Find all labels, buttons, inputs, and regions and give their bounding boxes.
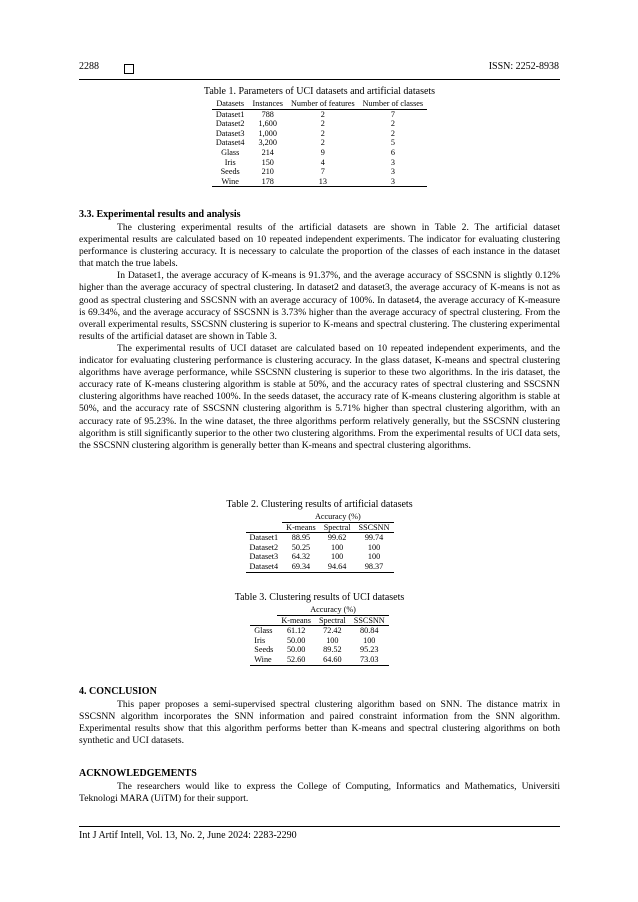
table2-caption: Table 2. Clustering results of artificial datasets: [226, 499, 413, 510]
table-cell: 100: [326, 635, 339, 645]
column-header: Spectral: [315, 615, 350, 626]
paragraph: The researchers would like to express the College of Computing, Informatics and Mathematics, Universiti Teknologi MARA (UiTM) for their support.: [79, 781, 560, 805]
table-row: [212, 177, 427, 187]
table-cell: 150: [261, 157, 274, 167]
table-cell: 100: [367, 542, 381, 552]
table-cell: 3: [390, 157, 395, 167]
table-cell: 100: [330, 542, 344, 552]
acknowledgements-body: [79, 781, 560, 805]
table-cell: Dataset4: [246, 562, 283, 572]
section-heading: 3.3. Experimental results and analysis: [79, 209, 241, 220]
table-row: [212, 167, 427, 177]
column-header: Number of classes: [359, 99, 427, 109]
group-header-row: [246, 512, 394, 522]
table-cell: Dataset1: [249, 533, 279, 543]
table-row: [212, 119, 427, 129]
table-row: [246, 562, 394, 572]
table1-wrapper: [79, 99, 560, 187]
table-row: [250, 626, 388, 636]
empty-header: [250, 605, 277, 615]
table-cell: Iris: [254, 635, 266, 645]
group-header: Accuracy (%): [282, 512, 393, 522]
column-header: Number of features: [287, 99, 359, 109]
table-cell: 61.12: [286, 626, 306, 636]
table-cell: 1,600: [258, 119, 277, 129]
footer-rule: [79, 826, 560, 827]
table-cell: 80.84: [360, 626, 379, 636]
conclusion-body: [79, 699, 560, 747]
table-cell: 50.00: [286, 645, 306, 655]
table-cell: 2: [320, 109, 325, 119]
issn: ISSN: 2252-8938: [488, 61, 559, 72]
table2-wrapper: [79, 512, 560, 573]
empty-header: [250, 615, 277, 626]
box-icon: [124, 60, 134, 78]
table-cell: 89.52: [323, 645, 342, 655]
table-cell: Dataset4: [215, 138, 245, 148]
column-header: SSCSNN: [350, 615, 389, 626]
section-body: [79, 222, 560, 452]
table-cell: 6: [390, 147, 395, 157]
column-header: Instances: [249, 99, 287, 109]
table-row: [212, 138, 427, 148]
column-header: Spectral: [320, 522, 355, 533]
table-cell: 1,000: [258, 128, 277, 138]
table-cell: 214: [261, 147, 274, 157]
header-rule: [79, 79, 560, 80]
table-cell: 788: [261, 109, 274, 119]
table-cell: Glass: [221, 147, 240, 157]
table-row: [250, 655, 388, 665]
table-cell: 99.62: [327, 533, 347, 543]
table-cell: 94.64: [320, 562, 355, 572]
page-number: 2288: [79, 61, 99, 72]
table-cell: 100: [367, 552, 381, 562]
table-cell: Wine: [250, 655, 277, 665]
acknowledgements-heading: ACKNOWLEDGEMENTS: [79, 768, 197, 779]
table-cell: Dataset3: [249, 552, 279, 562]
table-cell: 98.37: [355, 562, 394, 572]
table-cell: 3,200: [258, 138, 277, 148]
table-row: [212, 129, 427, 139]
table-cell: Dataset2: [249, 542, 279, 552]
table-cell: 73.03: [350, 655, 389, 665]
table-row: [212, 158, 427, 168]
table-cell: 72.42: [323, 626, 342, 636]
table3: [250, 605, 388, 666]
table-cell: 3: [359, 177, 427, 187]
table3-caption: Table 3. Clustering results of UCI datasets: [234, 592, 405, 603]
table-cell: 210: [261, 167, 274, 177]
table-cell: 100: [330, 552, 344, 562]
table-cell: 7: [390, 109, 395, 119]
table-cell: 50.25: [291, 542, 311, 552]
table1: [212, 99, 427, 187]
table-cell: 50.00: [286, 635, 306, 645]
table-cell: 95.23: [360, 645, 379, 655]
table2: [246, 512, 394, 573]
table-cell: Seeds: [254, 645, 274, 655]
group-header: Accuracy (%): [277, 605, 388, 615]
table-cell: 178: [249, 177, 287, 187]
table-row: [250, 645, 388, 655]
table-cell: Glass: [254, 626, 273, 636]
table-row: [246, 552, 394, 562]
table-cell: 7: [320, 167, 325, 177]
empty-header: [246, 522, 283, 533]
table-cell: 2: [320, 138, 325, 148]
table-row: [246, 533, 394, 543]
table-cell: 52.60: [277, 655, 315, 665]
header-row: [246, 522, 394, 533]
table-cell: Dataset2: [215, 119, 245, 129]
table-cell: 88.95: [291, 533, 311, 543]
table-row: [212, 148, 427, 158]
table-row: [212, 109, 427, 119]
table-cell: 13: [287, 177, 359, 187]
column-header: K-means: [277, 615, 315, 626]
table-cell: Seeds: [220, 167, 240, 177]
paragraph: The experimental results of UCI dataset are calculated based on 10 repeated independent experiments, and the indicator for evaluating clustering performance is clustering accuracy. In the glass dataset, K-means and spectral clustering algorithms have average performance, while SSCSNN clustering is superior to these two algorithms. In the iris dataset, the accuracy rate of K-means clustering algorithm is stable at 50%, and the accuracy rates of spectral clustering and SSCSNN clustering algorithms have reached 100%. In the seeds dataset, the accuracy rate of K-means clustering algorithm is stable at 50%, and the accuracy rate of SSCSNN clustering algorithm is 5.71% higher than spectral clustering algorithm, with an accuracy rate of 95.23%. In the wine dataset, the three algorithms perform relatively generally, but the SSCSNN clustering algorithm is still significantly superior to the other two clustering algorithms. From the experimental results of UCI data sets, the SSCSNN clustering algorithm is generally better than K-means and spectral clustering algorithms.: [79, 342, 560, 451]
table-cell: 2: [390, 119, 395, 129]
group-header-row: [250, 605, 388, 615]
column-header: K-means: [282, 522, 320, 533]
column-header: Datasets: [212, 99, 249, 109]
table-cell: 9: [320, 147, 325, 157]
header-row: [250, 615, 388, 626]
table-cell: 64.32: [291, 552, 311, 562]
footer-citation: Int J Artif Intell, Vol. 13, No. 2, June 2024: 2283-2290: [79, 830, 297, 841]
table-row: [246, 543, 394, 553]
empty-header: [246, 512, 283, 522]
table-cell: 2: [390, 128, 395, 138]
table-cell: 2: [320, 128, 325, 138]
table-cell: 64.60: [315, 655, 350, 665]
paragraph: The clustering experimental results of the artificial datasets are shown in Table 2. The artificial dataset experimental results are calculated based on 10 repeated independent experiments. The indicator for evaluating clustering performance is clustering accuracy. It is necessary to calculate the proportion of the classes of each instance in the dataset that match the true labels.: [79, 222, 560, 270]
paragraph: In Dataset1, the average accuracy of K-means is 91.37%, and the average accuracy of SSCSNN is slightly 0.12% higher than the average accuracy of spectral clustering. In dataset2 and dataset3, the average accuracy of K-means is not as good as spectral clustering and SSCSNN with an average accuracy of 100%. In dataset4, the average accuracy of K-measure is 69.34%, and the average accuracy of SSCSNN is 3.73% higher than the average accuracy of spectral clustering. From the overall experimental results, SSCSNN clustering is superior to K-means and spectral clustering. The clustering experimental results of the artificial dataset are shown in Table 3.: [79, 270, 560, 342]
table-cell: Iris: [224, 157, 236, 167]
table-cell: 2: [320, 119, 325, 129]
table-cell: 99.74: [364, 533, 384, 543]
table-cell: Dataset3: [215, 128, 245, 138]
table-cell: 3: [390, 167, 395, 177]
table-cell: Dataset1: [215, 109, 245, 119]
paragraph: This paper proposes a semi-supervised spectral clustering algorithm based on SNN. The distance matrix in SSCSNN algorithm incorporates the SNN information and paired constraint information from the SNN algorithm. Experimental results show that this algorithm performs better than K-means and spectral clustering algorithms on both synthetic and UCI datasets.: [79, 699, 560, 747]
table-cell: 69.34: [282, 562, 320, 572]
table-row: [250, 636, 388, 646]
table-cell: Wine: [212, 177, 249, 187]
table-cell: 100: [363, 635, 376, 645]
conclusion-heading: 4. CONCLUSION: [79, 686, 157, 697]
column-header: SSCSNN: [355, 522, 394, 533]
table3-wrapper: [79, 605, 560, 666]
table-cell: 5: [390, 138, 395, 148]
table1-caption: Table 1. Parameters of UCI datasets and artificial datasets: [203, 86, 436, 97]
table-cell: 4: [320, 157, 325, 167]
